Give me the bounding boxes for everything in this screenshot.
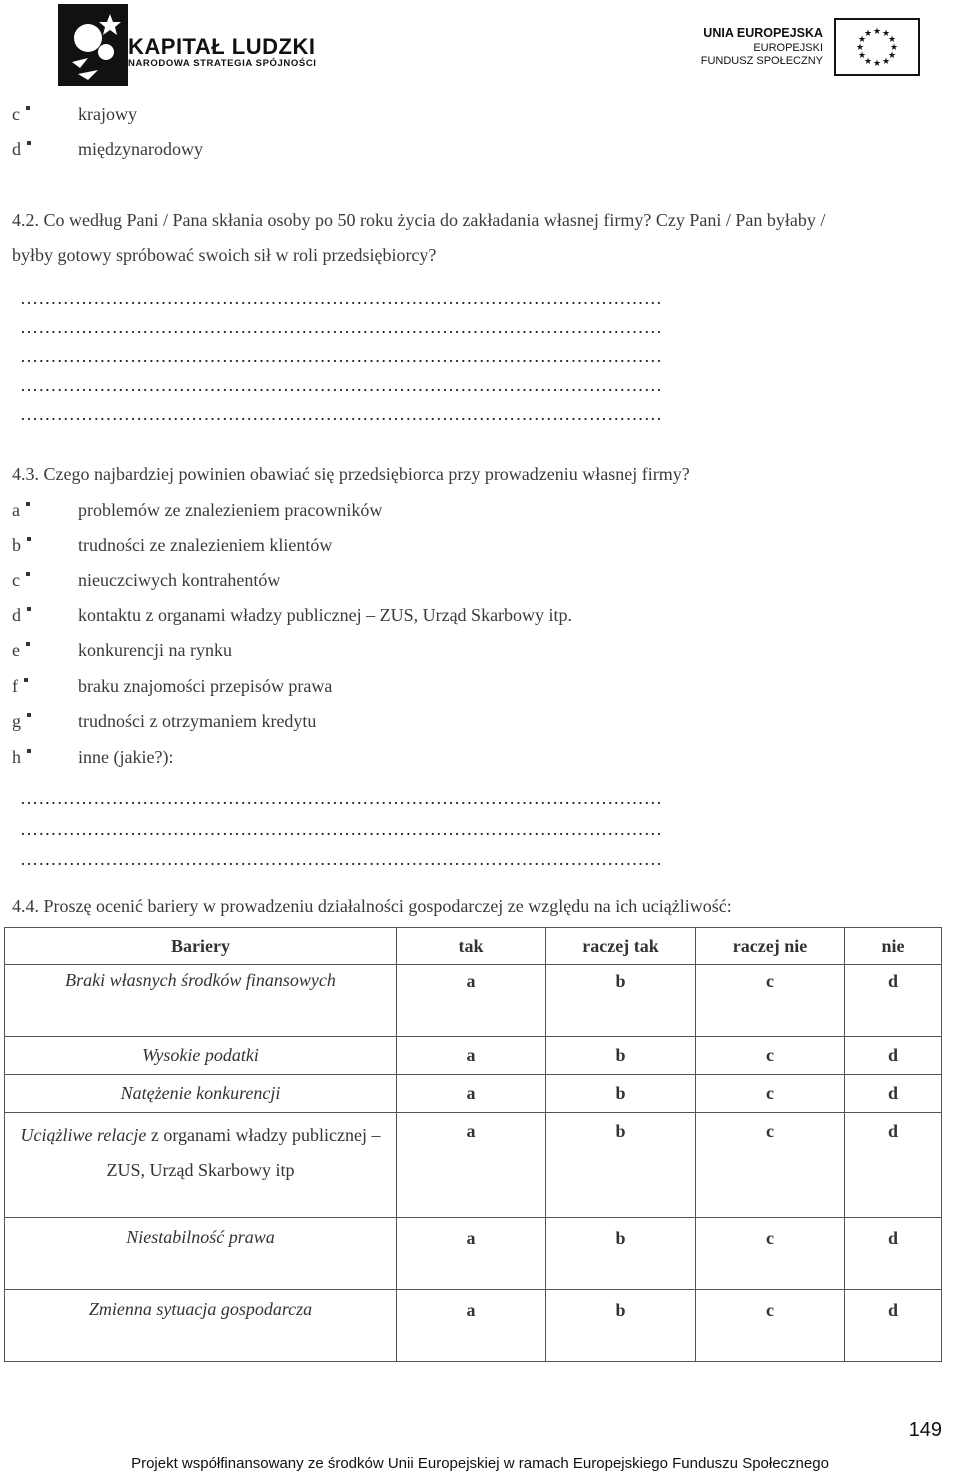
answer-dotted-line[interactable]: …………………………………………………………………………………………… [20,788,663,808]
eu-fund-line2: FUNDUSZ SPOŁECZNY [700,55,823,67]
svg-text:★: ★ [887,35,897,45]
option-text[interactable]: braku znajomości przepisów prawa [78,676,333,696]
answer-dotted-line[interactable]: …………………………………………………………………………………………… [20,317,663,337]
question-4-2-line1: 4.2. Co według Pani / Pana skłania osoby po 50 roku życia do zakładania własnej firmy? Czy Pani / Pan byłaby / [12,210,826,230]
svg-text:★: ★ [881,57,891,67]
table-header-row [5,928,942,965]
answer-a[interactable]: a [397,1113,546,1218]
answer-dotted-line[interactable]: …………………………………………………………………………………………… [20,849,663,869]
svg-text:★: ★ [857,35,867,45]
eu-flag-icon [834,18,920,76]
header-nie: nie [845,928,942,965]
barrier-name: Wysokie podatki [5,1037,397,1075]
barrier-name: Braki własnych środków finansowych [5,965,397,1037]
table-row [5,965,942,1037]
option-letter: b [12,534,31,556]
header-raczej-tak: raczej tak [546,928,696,965]
header-barriers: Bariery [5,928,397,965]
footer-note: Projekt współfinansowany ze środków Unii Europejskiej w ramach Europejskiego Funduszu Społecznego [131,1455,829,1472]
option-text[interactable]: kontaktu z organami władzy publicznej – ZUS, Urząd Skarbowy itp. [78,605,573,625]
answer-dotted-line[interactable]: …………………………………………………………………………………………… [20,404,663,424]
barriers-table [4,927,942,1362]
option-text[interactable]: konkurencji na rynku [78,640,232,660]
option-letter: e [12,639,30,661]
svg-text:★: ★ [872,59,882,69]
option-letter: d [12,138,31,160]
answer-a[interactable]: a [397,1075,546,1113]
option-letter: c [12,103,30,125]
option-text: międzynarodowy [78,139,203,159]
option-text[interactable]: trudności z otrzymaniem kredytu [78,711,317,731]
option-letter: f [12,675,28,697]
answer-c[interactable]: c [696,1075,845,1113]
svg-text:★: ★ [889,43,899,53]
question-4-4: 4.4. Proszę ocenić bariery w prowadzeniu działalności gospodarczej ze względu na ich uciążliwość: [12,896,732,916]
answer-c[interactable]: c [696,1290,845,1362]
svg-text:★: ★ [881,29,891,39]
table-row [5,1037,942,1075]
answer-dotted-line[interactable]: …………………………………………………………………………………………… [20,288,663,308]
page-number: 149 [908,1419,942,1441]
svg-text:★: ★ [872,27,882,37]
question-4-3: 4.3. Czego najbardziej powinien obawiać się przedsiębiorca przy prowadzeniu własnej firmy? [12,464,690,484]
table-row [5,1290,942,1362]
svg-text:★: ★ [857,51,867,61]
answer-b[interactable]: b [546,1218,696,1290]
answer-dotted-line[interactable]: …………………………………………………………………………………………… [20,375,663,395]
answer-d[interactable]: d [845,965,942,1037]
header-tak: tak [397,928,546,965]
answer-a[interactable]: a [397,1290,546,1362]
answer-b[interactable]: b [546,1113,696,1218]
barrier-name-cell [5,1113,397,1218]
answer-d[interactable]: d [845,1075,942,1113]
answer-c[interactable]: c [696,1218,845,1290]
answer-dotted-line[interactable]: …………………………………………………………………………………………… [20,819,663,839]
kapital-ludzki-title: KAPITAŁ LUDZKI [128,34,316,59]
barrier-name: Uciążliwe relacje [20,1125,147,1145]
option-text[interactable]: nieuczciwych kontrahentów [78,570,281,590]
header-raczej-nie: raczej nie [696,928,845,965]
answer-d[interactable]: d [845,1037,942,1075]
answer-a[interactable]: a [397,1037,546,1075]
answer-a[interactable]: a [397,1218,546,1290]
svg-text:★: ★ [887,51,897,61]
option-text: krajowy [78,104,137,124]
answer-b[interactable]: b [546,1290,696,1362]
eu-fund-line1: EUROPEJSKI [753,42,823,54]
svg-text:★: ★ [863,29,873,39]
answer-b[interactable]: b [546,1075,696,1113]
answer-dotted-line[interactable]: …………………………………………………………………………………………… [20,346,663,366]
table-row [5,1113,942,1218]
option-letter: c [12,569,30,591]
answer-c[interactable]: c [696,1113,845,1218]
answer-b[interactable]: b [546,965,696,1037]
barrier-name: Natężenie konkurencji [5,1075,397,1113]
kapital-ludzki-subtitle: NARODOWA STRATEGIA SPÓJNOŚCI [128,58,317,69]
eu-title: UNIA EUROPEJSKA [703,26,823,40]
answer-d[interactable]: d [845,1113,942,1218]
option-letter: h [12,746,31,768]
table-row [5,1218,942,1290]
answer-c[interactable]: c [696,965,845,1037]
option-text[interactable]: trudności ze znalezieniem klientów [78,535,333,555]
barrier-name: Zmienna sytuacja gospodarcza [5,1290,397,1362]
answer-d[interactable]: d [845,1290,942,1362]
barrier-name: Niestabilność prawa [5,1218,397,1290]
option-letter: g [12,710,31,732]
table-row [5,1075,942,1113]
svg-text:★: ★ [855,43,865,53]
kapital-ludzki-logo-mark [58,4,128,86]
option-text[interactable]: problemów ze znalezieniem pracowników [78,500,383,520]
option-letter: a [12,499,30,521]
question-4-2-line2: byłby gotowy spróbować swoich sił w roli przedsiębiorcy? [12,245,437,265]
svg-text:★: ★ [863,57,873,67]
answer-d[interactable]: d [845,1218,942,1290]
option-letter: d [12,604,31,626]
option-text[interactable]: inne (jakie?): [78,747,174,767]
answer-c[interactable]: c [696,1037,845,1075]
answer-b[interactable]: b [546,1037,696,1075]
answer-a[interactable]: a [397,965,546,1037]
barrier-name-rest: z organami władzy publicznej – ZUS, Urząd Skarbowy itp [106,1125,381,1180]
